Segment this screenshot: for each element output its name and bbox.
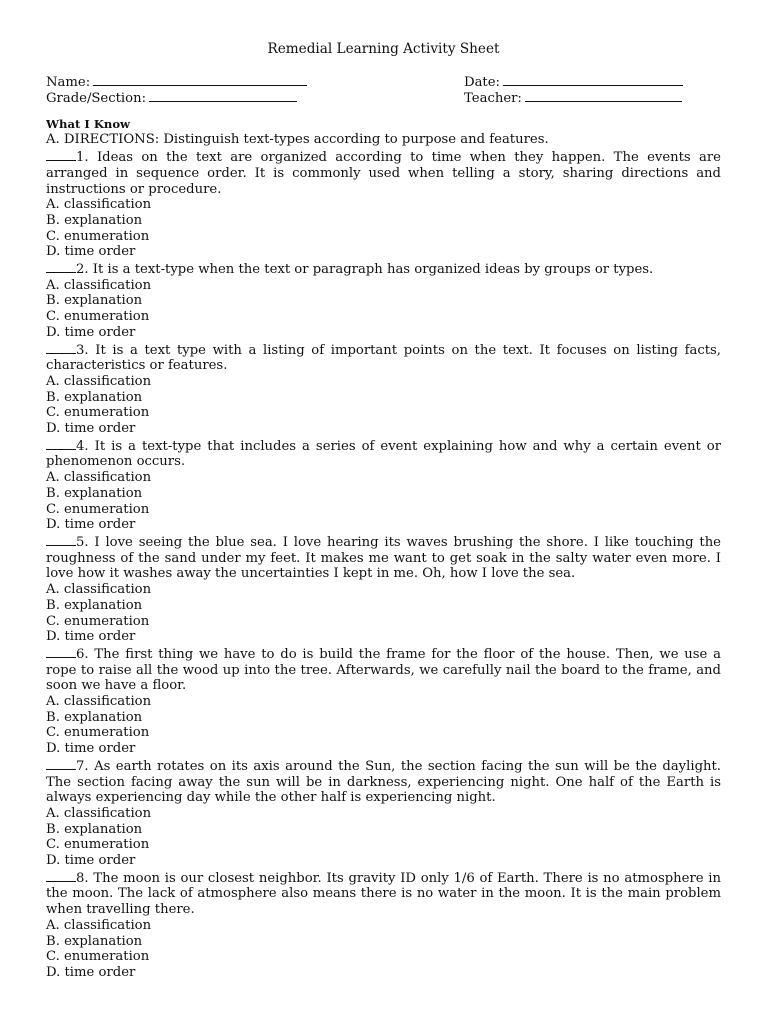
question-text	[46, 437, 721, 470]
answer-blank[interactable]	[46, 148, 76, 161]
answer-choice: B. explanation	[46, 597, 143, 613]
question-body: Ideas on the text are organized according to time when they happen. The events are arranged in sequence order. It is commonly used when telling a story, sharing directions and instructions or procedure.	[46, 150, 721, 197]
grade-section-blank-line[interactable]	[149, 90, 297, 102]
question-number: 7.	[76, 758, 89, 774]
question-item	[46, 869, 721, 981]
answer-choice: C. enumeration	[46, 949, 150, 965]
question-body: The first thing we have to do is build the frame for the floor of the house. Then, we use a rope to raise all the wood up into the tree. Afterwards, we carefully nail the board to the frame, and soon we have a floor.	[46, 646, 721, 694]
teacher-blank-line[interactable]	[525, 90, 682, 102]
question-item	[46, 148, 721, 260]
answer-choice: B. explanation	[46, 821, 143, 837]
activity-sheet	[46, 42, 721, 981]
answer-choice: D. time order	[46, 517, 136, 533]
answer-choice: C. enumeration	[46, 228, 150, 244]
answer-choice: C. enumeration	[46, 613, 150, 629]
name-label: Name:	[46, 74, 91, 90]
question-number: 6.	[76, 646, 89, 662]
grade-section-field[interactable]	[46, 90, 297, 107]
answer-blank[interactable]	[46, 341, 76, 354]
question-body: As earth rotates on its axis around the Sun, the section facing the sun will be the daylight. The section facing away the sun will be in darkness, experiencing night. One half of the Earth is always experiencing day while the other half is experiencing night.	[46, 758, 721, 806]
question-body: I love seeing the blue sea. I love hearing its waves brushing the shore. I like touching the roughness of the sand under my feet. It makes me want to get soak in the salty water even more. I love how it washes away the uncertainties I kept in me. Oh, how I love the sea.	[46, 534, 721, 582]
question-text	[46, 260, 721, 278]
name-blank-line[interactable]	[93, 74, 307, 86]
answer-choice: A. classification	[46, 277, 152, 293]
question-item	[46, 260, 721, 341]
question-item	[46, 341, 721, 437]
answer-blank[interactable]	[46, 260, 76, 273]
question-item	[46, 437, 721, 533]
question-body: It is a text type with a listing of important points on the text. It focuses on listing facts, characteristics or features.	[46, 342, 721, 374]
answer-choice: C. enumeration	[46, 309, 150, 325]
date-blank-line[interactable]	[503, 74, 683, 86]
answer-choice: C. enumeration	[46, 405, 150, 421]
answer-choice: D. time order	[46, 629, 136, 645]
question-number: 2.	[76, 262, 89, 278]
name-field[interactable]	[46, 74, 307, 91]
question-list	[46, 148, 721, 981]
answer-choice: D. time order	[46, 324, 136, 340]
question-number: 1.	[76, 150, 89, 166]
question-body: It is a text-type when the text or paragraph has organized ideas by groups or types.	[92, 262, 654, 278]
answer-choice: D. time order	[46, 853, 136, 869]
header-fields	[46, 74, 721, 106]
question-text	[46, 533, 721, 582]
teacher-field[interactable]	[464, 90, 682, 107]
question-number: 5.	[76, 534, 89, 550]
date-label: Date:	[464, 74, 500, 90]
question-number: 8.	[76, 870, 89, 886]
answer-blank[interactable]	[46, 533, 76, 546]
answer-choice: A. classification	[46, 197, 152, 213]
answer-choice: B. explanation	[46, 389, 143, 405]
answer-blank[interactable]	[46, 437, 76, 450]
grade-section-label: Grade/Section:	[46, 90, 147, 106]
answer-choice: C. enumeration	[46, 501, 150, 517]
question-item	[46, 645, 721, 757]
answer-choice: D. time order	[46, 964, 136, 980]
answer-choice: D. time order	[46, 421, 136, 437]
section-title: What I Know	[46, 116, 131, 131]
answer-choice: A. classification	[46, 917, 152, 933]
teacher-label: Teacher:	[464, 90, 522, 106]
answer-blank[interactable]	[46, 757, 76, 770]
answer-choice: D. time order	[46, 741, 136, 757]
answer-choice: D. time order	[46, 244, 136, 260]
question-text	[46, 645, 721, 694]
answer-choice: B. explanation	[46, 933, 143, 949]
question-text	[46, 869, 721, 918]
question-item	[46, 757, 721, 869]
answer-choice: A. classification	[46, 470, 152, 486]
question-text	[46, 757, 721, 806]
directions: A. DIRECTIONS: Distinguish text-types according to purpose and features.	[46, 132, 549, 148]
answer-choice: A. classification	[46, 805, 152, 821]
question-number: 4.	[76, 438, 89, 454]
answer-choice: B. explanation	[46, 293, 143, 309]
answer-choice: C. enumeration	[46, 725, 150, 741]
answer-blank[interactable]	[46, 869, 76, 882]
sheet-title: Remedial Learning Activity Sheet	[267, 41, 500, 57]
answer-choice: B. explanation	[46, 709, 143, 725]
date-field[interactable]	[464, 74, 683, 91]
question-item	[46, 533, 721, 645]
question-text	[46, 341, 721, 374]
question-body: The moon is our closest neighbor. Its gravity ID only 1/6 of Earth. There is no atmosphere in the moon. The lack of atmosphere also means there is no water in the moon. It is the main problem when travelling there.	[46, 870, 721, 918]
answer-blank[interactable]	[46, 645, 76, 658]
answer-choice: B. explanation	[46, 485, 143, 501]
question-text	[46, 148, 721, 197]
answer-choice: C. enumeration	[46, 837, 150, 853]
answer-choice: A. classification	[46, 694, 152, 710]
question-body: It is a text-type that includes a series of event explaining how and why a certain event or phenomenon occurs.	[46, 438, 721, 470]
answer-choice: A. classification	[46, 582, 152, 598]
question-number: 3.	[76, 342, 89, 358]
answer-choice: A. classification	[46, 373, 152, 389]
answer-choice: B. explanation	[46, 212, 143, 228]
